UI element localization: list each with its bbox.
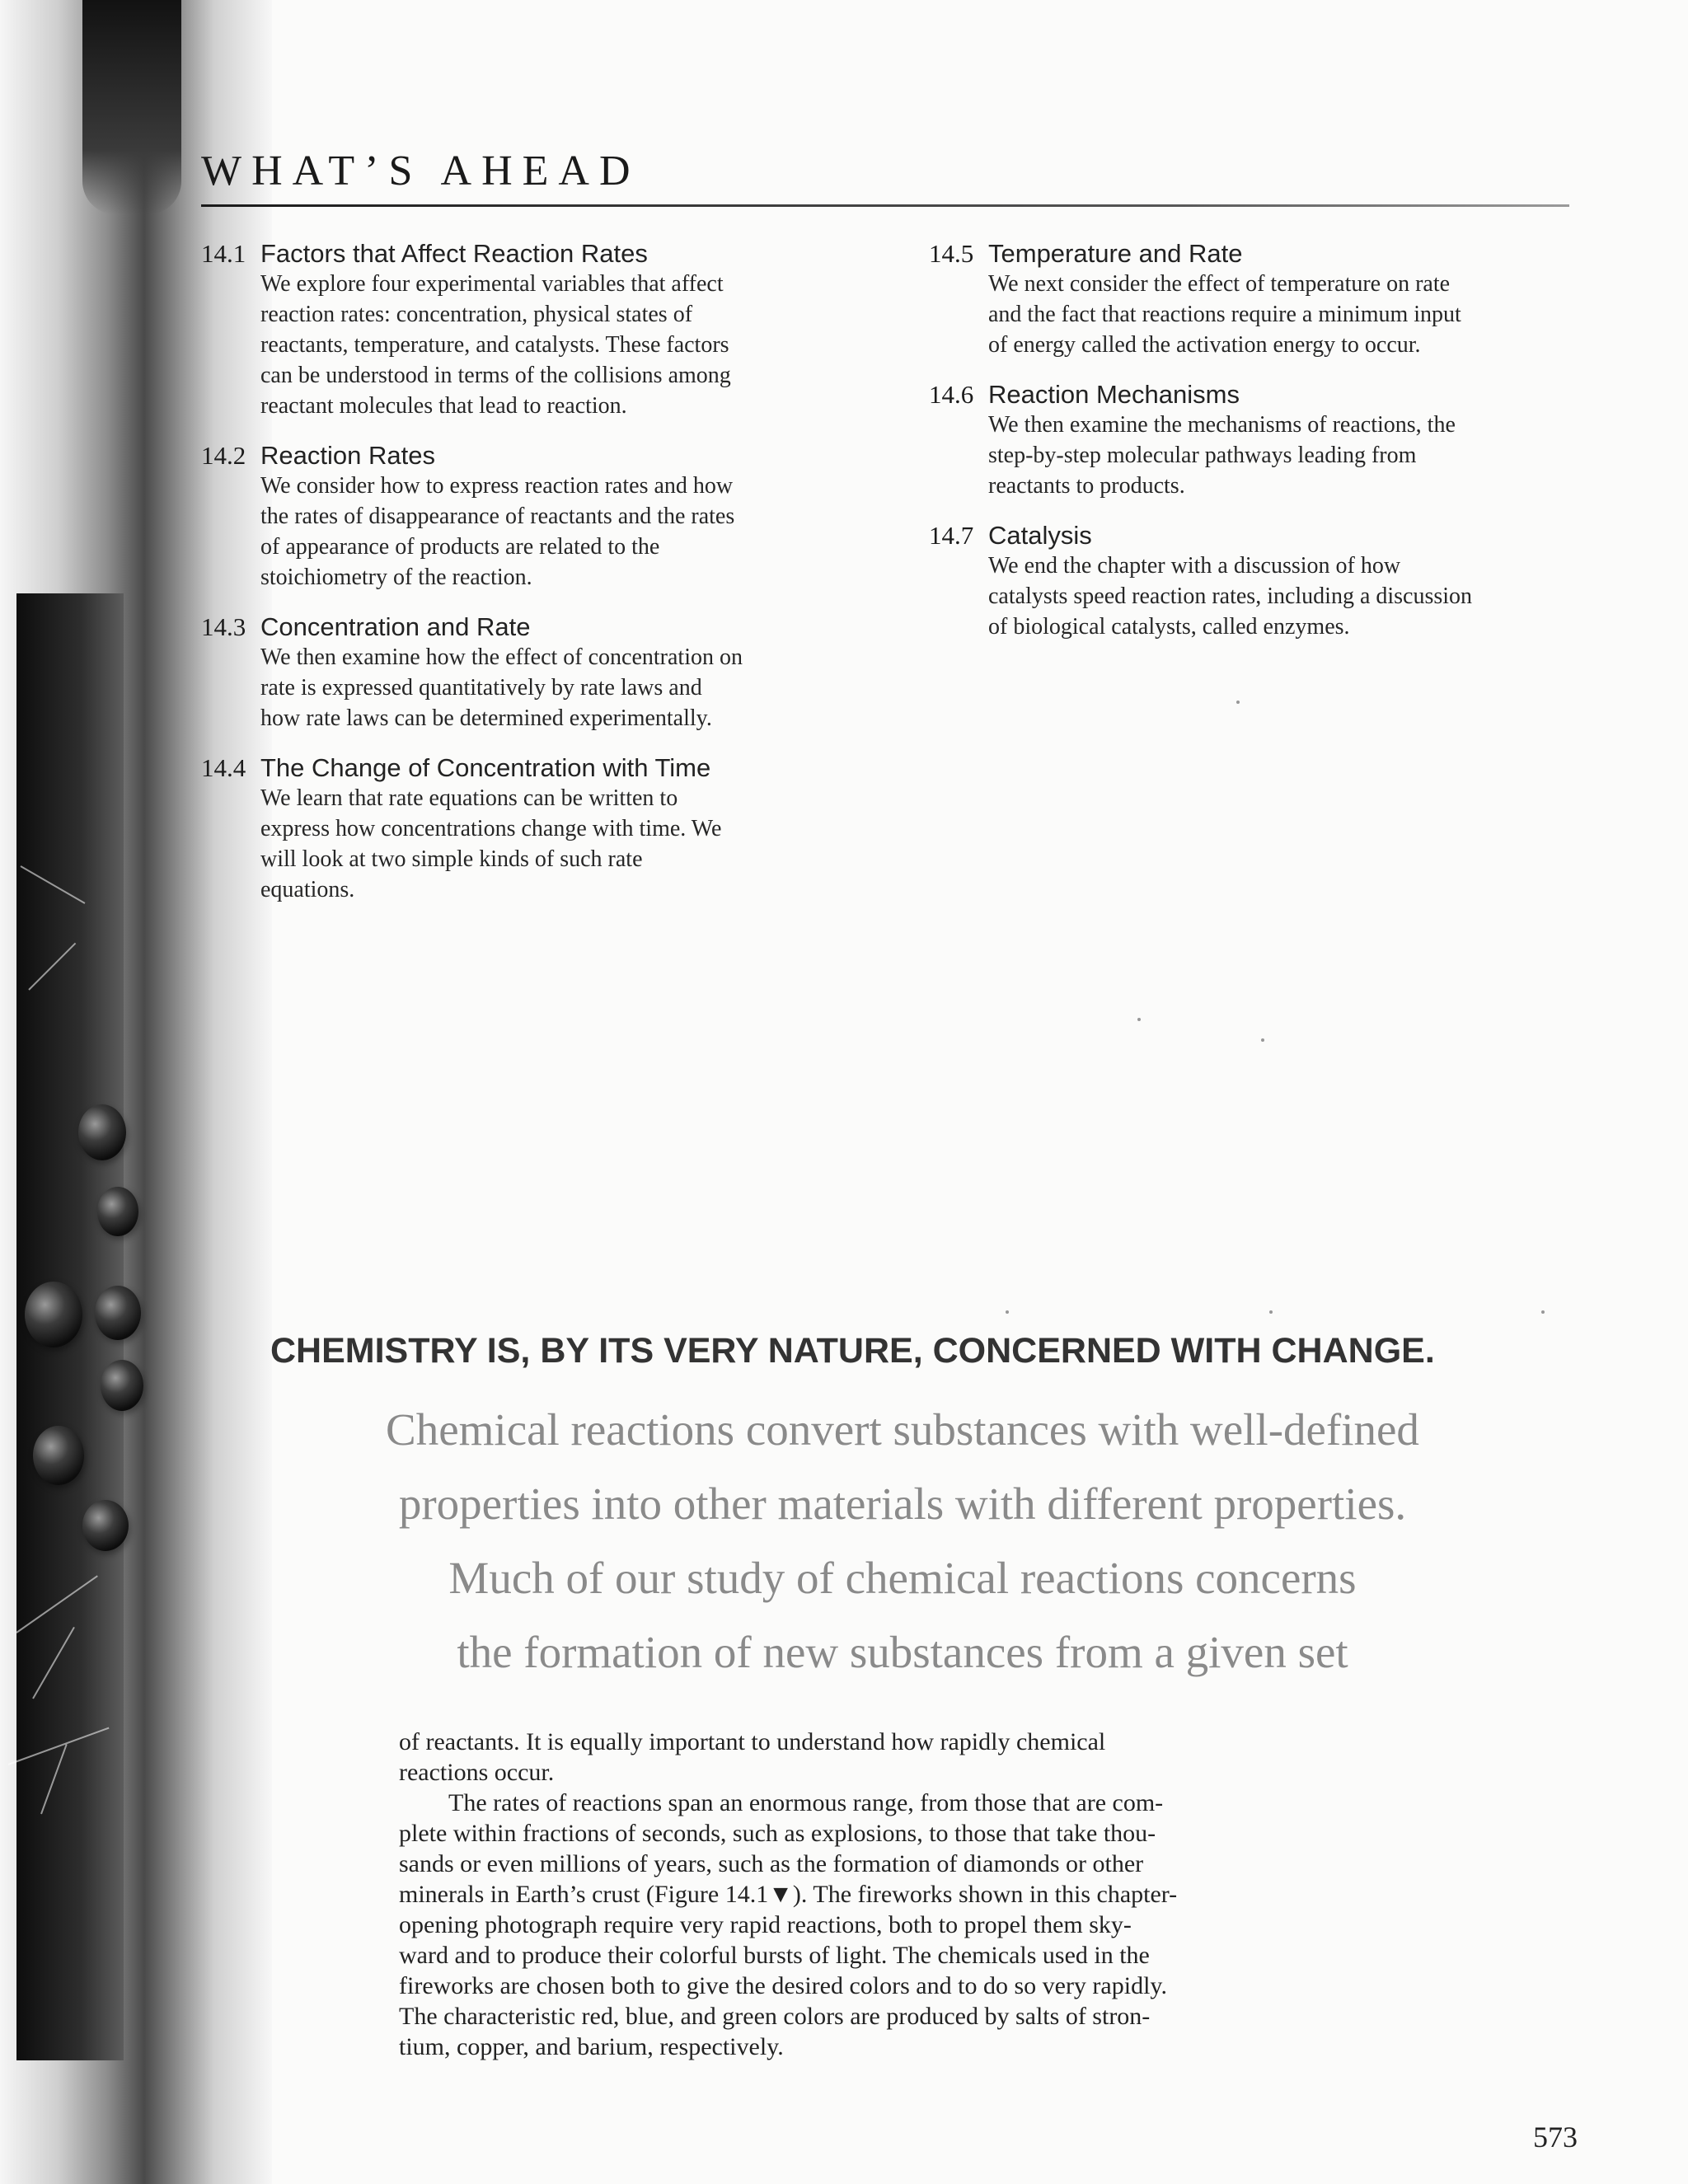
- desc-line: express how concentrations change with time. We: [260, 816, 722, 841]
- outline-column-right: [929, 239, 1580, 662]
- section-title: Concentration and Rate: [260, 612, 531, 641]
- section-number: 14.4: [201, 753, 246, 782]
- body-line: ward and to produce their colorful bursts of light. The chemicals used in the: [399, 1942, 1150, 1969]
- body-paragraph: [399, 1727, 1339, 1788]
- section-title: Temperature and Rate: [988, 239, 1243, 268]
- body-line: tium, copper, and barium, respectively.: [399, 2033, 784, 2060]
- scan-speck: [1006, 1310, 1009, 1314]
- desc-line: the rates of disappearance of reactants and the rates: [260, 504, 735, 529]
- body-line: of reactants. It is equally important to understand how rapidly chemical: [399, 1728, 1106, 1755]
- section-number: 14.6: [929, 380, 974, 409]
- desc-line: reactants, temperature, and catalysts. These factors: [260, 332, 729, 358]
- scan-speck: [1541, 1310, 1545, 1314]
- section-description: [988, 551, 1580, 642]
- scan-speck: [1236, 701, 1240, 704]
- section-number: 14.7: [929, 521, 974, 550]
- body-paragraph: [399, 1788, 1339, 2062]
- outline-entry-14-5: [929, 239, 1580, 360]
- body-line: The characteristic red, blue, and green colors are produced by salts of stron-: [399, 2003, 1151, 2030]
- outline-entry-14-1: [201, 239, 836, 421]
- desc-line: reactant molecules that lead to reaction.: [260, 393, 627, 419]
- body-line: sands or even millions of years, such as the formation of diamonds or other: [399, 1850, 1144, 1877]
- intro-line: Chemical reactions convert substances with well-defined: [386, 1404, 1419, 1455]
- desc-line: We explore four experimental variables that affect: [260, 271, 724, 297]
- desc-line: can be understood in terms of the collisions among: [260, 363, 731, 388]
- desc-line: We end the chapter with a discussion of how: [988, 553, 1401, 579]
- section-number: 14.1: [201, 239, 246, 268]
- body-line: opening photograph require very rapid reactions, both to propel them sky-: [399, 1911, 1132, 1938]
- desc-line: We learn that rate equations can be written to: [260, 785, 678, 811]
- section-description: [260, 783, 836, 905]
- intro-large-text: [223, 1393, 1582, 1690]
- body-line: plete within fractions of seconds, such as explosions, to those that take thou-: [399, 1820, 1156, 1847]
- scan-speck: [1269, 1310, 1273, 1314]
- desc-line: of biological catalysts, called enzymes.: [988, 614, 1350, 640]
- desc-line: of energy called the activation energy to occur.: [988, 332, 1421, 358]
- section-title: The Change of Concentration with Time: [260, 753, 711, 782]
- outline-column-left: [201, 239, 836, 925]
- outline-entry-14-4: [201, 753, 836, 905]
- outline-entry-14-3: [201, 612, 836, 733]
- desc-line: reactants to products.: [988, 473, 1185, 499]
- scan-speck: [1261, 1038, 1264, 1042]
- section-number: 14.2: [201, 441, 246, 470]
- body-line: The rates of reactions span an enormous range, from those that are com-: [448, 1789, 1164, 1816]
- outline-entry-14-2: [201, 441, 836, 593]
- desc-line: reaction rates: concentration, physical states of: [260, 302, 693, 327]
- desc-line: equations.: [260, 877, 355, 902]
- section-description: [260, 642, 836, 733]
- section-description: [260, 269, 836, 421]
- header-rule: [201, 204, 1569, 207]
- desc-line: how rate laws can be determined experimentally.: [260, 705, 712, 731]
- desc-line: rate is expressed quantitatively by rate laws and: [260, 675, 702, 701]
- section-number: 14.5: [929, 239, 974, 268]
- desc-line: catalysts speed reaction rates, including a discussion: [988, 583, 1473, 609]
- body-line: reactions occur.: [399, 1759, 555, 1786]
- desc-line: We then examine the mechanisms of reactions, the: [988, 412, 1456, 438]
- section-description: [988, 410, 1580, 501]
- intro-caps-line: CHEMISTRY IS, BY ITS VERY NATURE, CONCERNED WITH CHANGE.: [270, 1331, 1435, 1371]
- section-description: [988, 269, 1580, 360]
- intro-line: Much of our study of chemical reactions concerns: [448, 1553, 1357, 1603]
- outline-entry-14-7: [929, 521, 1580, 642]
- body-line: fireworks are chosen both to give the desired colors and to do so very rapidly.: [399, 1972, 1167, 1999]
- desc-line: step-by-step molecular pathways leading from: [988, 443, 1417, 468]
- scan-speck: [1137, 1018, 1141, 1021]
- section-title: Reaction Mechanisms: [988, 380, 1240, 409]
- desc-line: We then examine how the effect of concentration on: [260, 644, 743, 670]
- outline-entry-14-6: [929, 380, 1580, 501]
- desc-line: We next consider the effect of temperature on rate: [988, 271, 1451, 297]
- section-number: 14.3: [201, 612, 246, 641]
- desc-line: stoichiometry of the reaction.: [260, 565, 532, 590]
- section-title: Factors that Affect Reaction Rates: [260, 239, 648, 268]
- section-title: Reaction Rates: [260, 441, 435, 470]
- desc-line: of appearance of products are related to the: [260, 534, 660, 560]
- intro-line: properties into other materials with different properties.: [398, 1479, 1407, 1529]
- body-text: [399, 1727, 1339, 2062]
- section-title: Catalysis: [988, 521, 1092, 550]
- whats-ahead-title: WHAT’S AHEAD: [201, 148, 640, 194]
- body-line: minerals in Earth’s crust (Figure 14.1▼). The fireworks shown in this chapter-: [399, 1881, 1178, 1908]
- section-description: [260, 471, 836, 593]
- desc-line: and the fact that reactions require a minimum input: [988, 302, 1461, 327]
- desc-line: will look at two simple kinds of such rate: [260, 846, 643, 872]
- page-number: 573: [1533, 2121, 1578, 2154]
- desc-line: We consider how to express reaction rates and how: [260, 473, 734, 499]
- intro-line: the formation of new substances from a given set: [457, 1627, 1348, 1677]
